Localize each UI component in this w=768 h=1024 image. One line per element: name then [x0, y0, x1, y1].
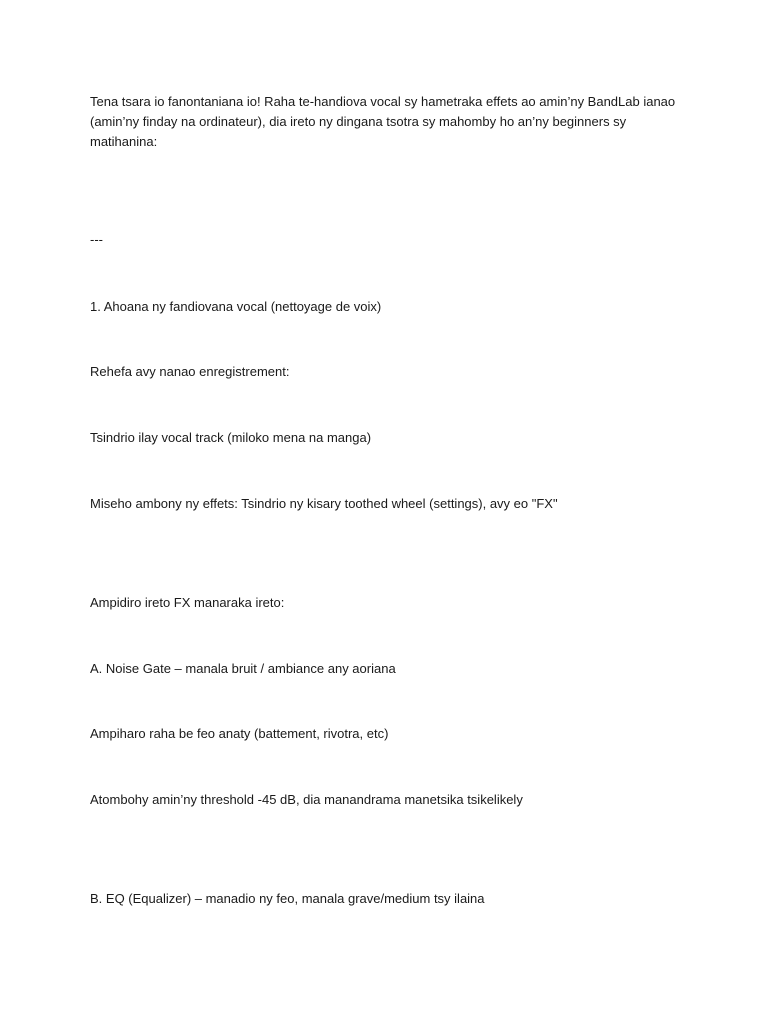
add-fx-intro: Ampidiro ireto FX manaraka ireto:	[90, 595, 285, 610]
section1-heading: 1. Ahoana ny fandiovana vocal (nettoyage de voix)	[90, 299, 382, 314]
step-open-fx: Miseho ambony ny effets: Tsindrio ny kisary toothed wheel (settings), avy eo "FX"	[90, 496, 558, 511]
intro-line-3: matihanina:	[90, 134, 158, 149]
separator: ---	[90, 232, 103, 247]
after-recording-text: Rehefa avy nanao enregistrement:	[90, 364, 290, 379]
intro-paragraph	[90, 92, 680, 152]
eq-heading: B. EQ (Equalizer) – manadio ny feo, manala grave/medium tsy ilaina	[90, 891, 485, 906]
step-select-track: Tsindrio ilay vocal track (miloko mena na manga)	[90, 430, 372, 445]
noise-gate-setting: Atombohy amin’ny threshold -45 dB, dia manandrama manetsika tsikelikely	[90, 792, 523, 807]
intro-line-1: Tena tsara io fanontaniana io! Raha te-handiova vocal sy hametraka effets ao amin’ny BandLab ianao	[90, 94, 676, 109]
noise-gate-heading: A. Noise Gate – manala bruit / ambiance any aoriana	[90, 661, 396, 676]
noise-gate-use: Ampiharo raha be feo anaty (battement, rivotra, etc)	[90, 726, 389, 741]
intro-line-2: (amin’ny finday na ordinateur), dia ireto ny dingana tsotra sy mahomby ho an’ny beginners sy	[90, 114, 627, 129]
